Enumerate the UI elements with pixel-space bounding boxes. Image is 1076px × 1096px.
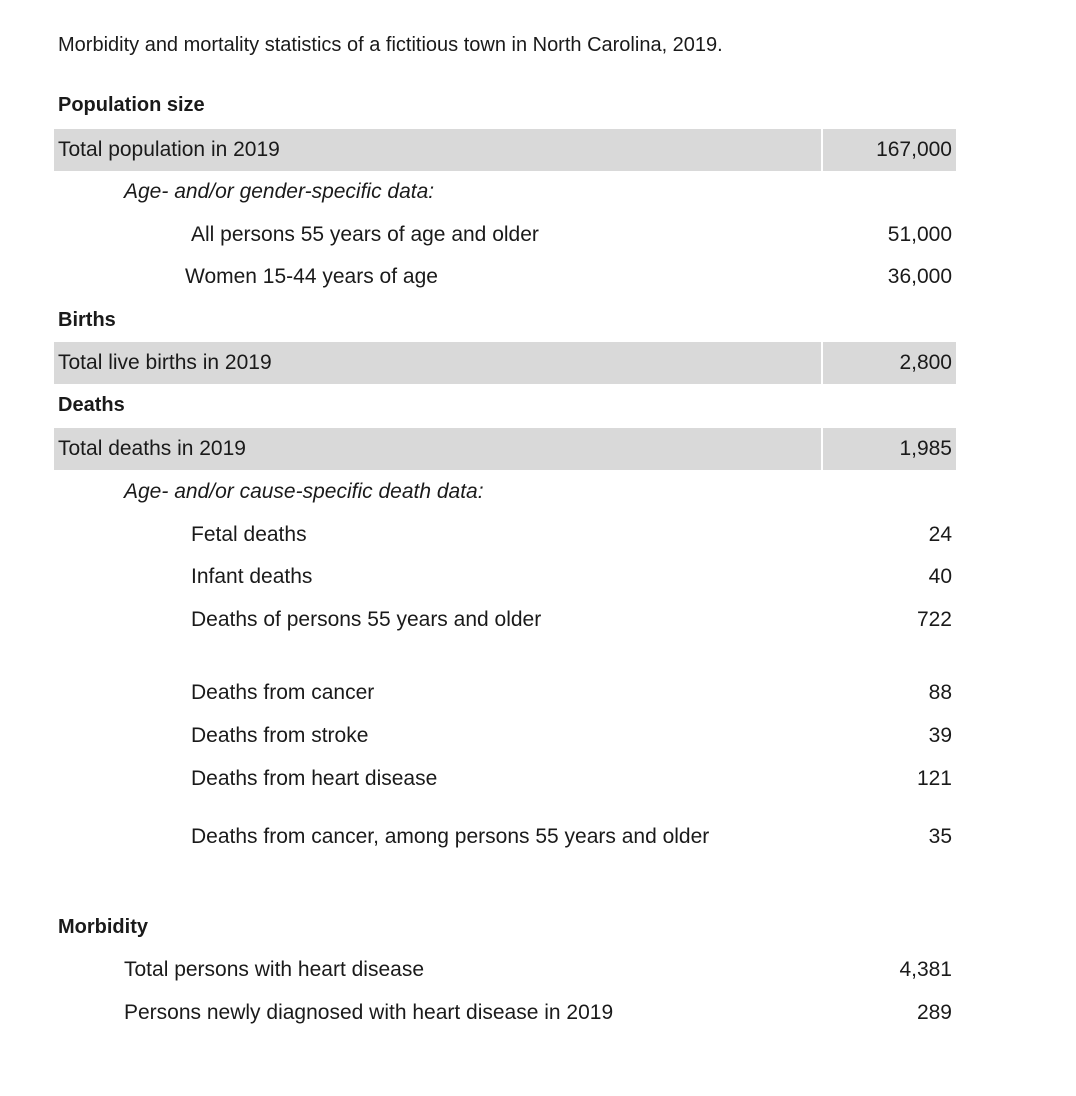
table-row [54,514,956,556]
row-value: 1,985 [899,437,952,460]
table-row [54,949,956,991]
row-value: 167,000 [876,138,952,161]
table-row [54,556,956,598]
row-label: All persons 55 years of age and older [191,223,539,246]
row-label: Infant deaths [191,565,313,588]
row-label: Deaths from stroke [191,724,369,747]
row-value: 88 [928,681,952,704]
row-value: 36,000 [887,265,952,288]
row-value: 121 [916,767,952,790]
subheading-label: Age- and/or cause-specific death data: [124,480,484,503]
table-row [54,816,956,858]
row-label: Deaths from cancer [191,681,375,704]
row-label: Deaths from cancer, among persons 55 years and older [191,825,710,848]
row-value: 722 [916,608,952,631]
row-label: Total persons with heart disease [124,958,424,981]
section-heading-population: Population size [58,94,205,116]
subheading-row-deaths [54,471,956,513]
row-label: Total deaths in 2019 [58,437,246,460]
row-label: Total population in 2019 [58,138,280,161]
table-row [54,758,956,800]
table-row [54,599,956,641]
row-value: 39 [928,724,952,747]
table-row-total-population [54,129,956,171]
row-label: Women 15-44 years of age [185,265,438,288]
subheading-label: Age- and/or gender-specific data: [124,180,435,203]
row-value: 2,800 [899,351,952,374]
table-row [54,214,956,256]
table-row [54,992,956,1034]
row-value: 40 [928,565,952,588]
row-label: Total live births in 2019 [58,351,272,374]
table-row-total-births [54,342,956,384]
subheading-row-population [54,171,956,213]
row-label: Persons newly diagnosed with heart disease in 2019 [124,1001,614,1024]
row-value: 35 [928,825,952,848]
table-row [54,672,956,714]
section-heading-births: Births [58,309,116,331]
row-value: 289 [916,1001,952,1024]
table-row [54,256,956,298]
row-label: Deaths of persons 55 years and older [191,608,542,631]
row-value: 4,381 [899,958,952,981]
row-label: Deaths from heart disease [191,767,438,790]
table-row [54,715,956,757]
row-value: 51,000 [887,223,952,246]
table-caption: Morbidity and mortality statistics of a fictitious town in North Carolina, 2019. [58,34,723,56]
row-value: 24 [928,523,952,546]
section-heading-deaths: Deaths [58,394,125,416]
table-row-total-deaths [54,428,956,470]
row-label: Fetal deaths [191,523,307,546]
section-heading-morbidity: Morbidity [58,916,148,938]
